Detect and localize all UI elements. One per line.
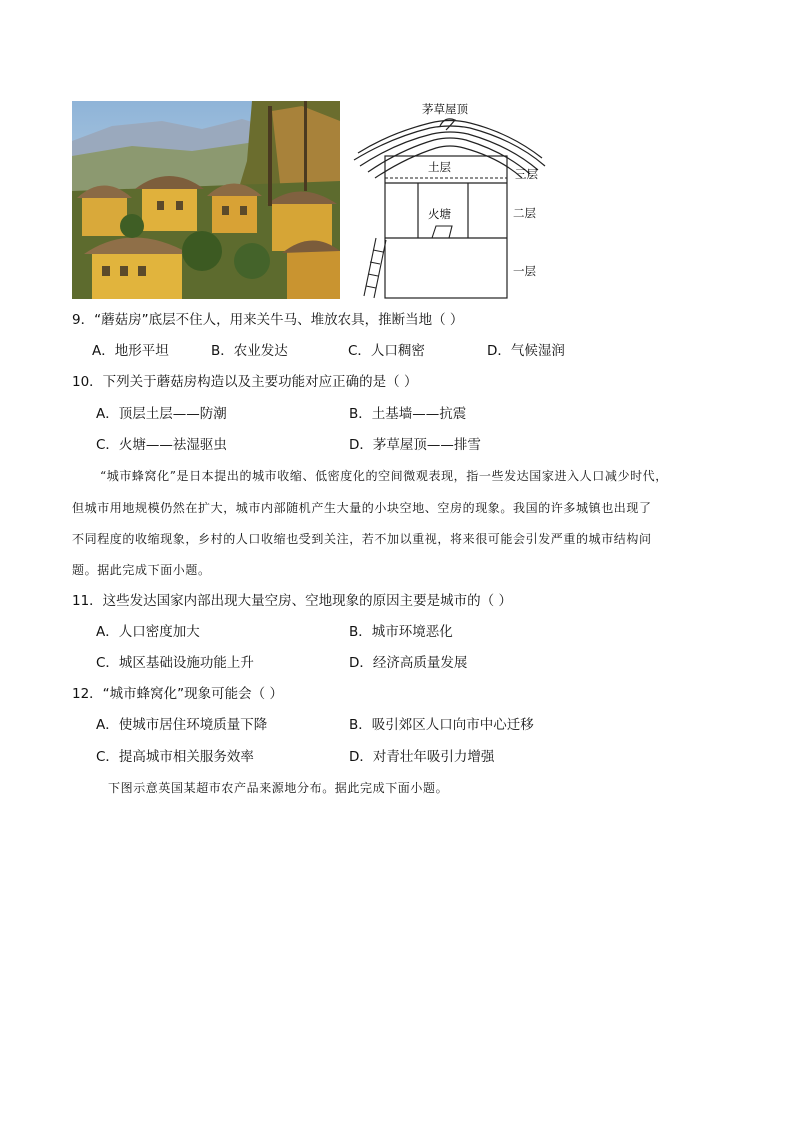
photo-illustration: [72, 101, 340, 299]
question-9-option-a[interactable]: A．地形平坦: [92, 343, 169, 359]
question-12-option-c[interactable]: C．提高城市相关服务效率: [96, 749, 254, 765]
question-9-option-d[interactable]: D．气候湿润: [487, 343, 565, 359]
question-10-option-a[interactable]: A．顶层土层——防潮: [96, 406, 227, 422]
passage-1-line-1: “城市蜂窝化”是日本提出的城市收缩、低密度化的空间微观表现，指一些发达国家进入人口减少时代，: [100, 469, 668, 483]
floor1-label: 一层: [513, 264, 536, 278]
question-9-option-b[interactable]: B．农业发达: [211, 343, 288, 359]
soil-layer-label: 土层: [428, 160, 451, 174]
question-9-stem: 9．“蘑菇房”底层不住人，用来关牛马、堆放农具，推断当地（ ）: [72, 312, 464, 328]
question-9-option-c[interactable]: C．人口稠密: [348, 343, 425, 359]
question-12-option-a[interactable]: A．使城市居住环境质量下降: [96, 717, 268, 733]
question-11-option-d[interactable]: D．经济高质量发展: [349, 655, 468, 671]
passage-2: 下图示意英国某超市农产品来源地分布。据此完成下面小题。: [108, 781, 449, 795]
passage-1-line-4: 题。据此完成下面小题。: [72, 563, 211, 577]
mushroom-house-diagram: [350, 98, 550, 303]
passage-1-line-3: 不同程度的收缩现象，乡村的人口收缩也受到关注，若不加以重视，将来很可能会引发严重的城市结构问: [72, 532, 652, 546]
fire-pit-label: 火塘: [428, 207, 451, 221]
question-12-option-b[interactable]: B．吸引郊区人口向市中心迁移: [349, 717, 534, 733]
floor2-label: 二层: [513, 206, 536, 220]
question-11-option-c[interactable]: C．城区基础设施功能上升: [96, 655, 254, 671]
question-10-option-d[interactable]: D．茅草屋顶——排雪: [349, 437, 481, 453]
question-10-option-b[interactable]: B．土基墙——抗震: [349, 406, 467, 422]
floor3-label: 三层: [515, 167, 538, 181]
mushroom-house-photo: [72, 101, 340, 299]
question-10-stem: 10．下列关于蘑菇房构造以及主要功能对应正确的是（ ）: [72, 374, 418, 390]
passage-1-line-2: 但城市用地规模仍然在扩大，城市内部随机产生大量的小块空地、空房的现象。我国的许多城镇也出现了: [72, 501, 652, 515]
question-11-stem: 11．这些发达国家内部出现大量空房、空地现象的原因主要是城市的（ ）: [72, 593, 512, 609]
structure-diagram: [350, 98, 550, 303]
roof-label: 茅草屋顶: [422, 102, 468, 116]
question-12-option-d[interactable]: D．对青壮年吸引力增强: [349, 749, 495, 765]
question-12-stem: 12．“城市蜂窝化”现象可能会（ ）: [72, 686, 283, 702]
question-11-option-a[interactable]: A．人口密度加大: [96, 624, 200, 640]
question-11-option-b[interactable]: B．城市环境恶化: [349, 624, 453, 640]
question-10-option-c[interactable]: C．火塘——祛湿驱虫: [96, 437, 227, 453]
